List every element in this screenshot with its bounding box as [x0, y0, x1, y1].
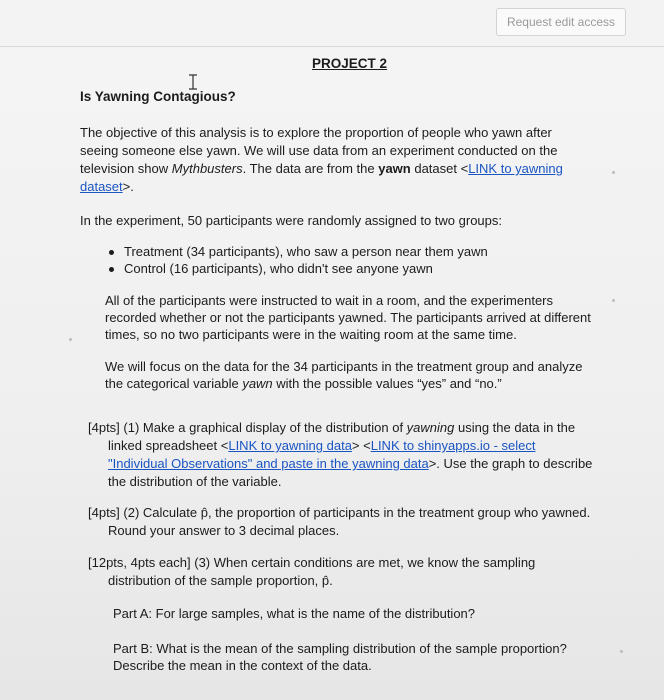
q1-text: [4pts] (1) Make a graphical display of the distribution of	[88, 420, 407, 435]
q1-text: > <	[351, 438, 371, 453]
focus-text: the categorical variable	[105, 376, 243, 391]
q1-text: linked spreadsheet <	[108, 438, 229, 453]
intro-line-3	[80, 160, 563, 177]
shinyapps-link[interactable]: LINK to shinyapps.io - select	[370, 438, 536, 453]
bullet-icon	[109, 267, 114, 272]
document-body[interactable]	[0, 47, 664, 700]
q3-line-1: [12pts, 4pts each] (3) When certain conditions are met, we know the sampling	[88, 555, 536, 570]
group-item-control: Control (16 participants), who didn't see anyone yawn	[124, 261, 433, 276]
focus-text: with the possible values “yes” and “no.”	[272, 376, 502, 391]
shinyapps-link-cont[interactable]: "Individual Observations" and paste in the yawning data	[108, 456, 429, 471]
intro-text: . The data are from the	[242, 161, 379, 176]
instructions-line-2: recorded whether or not the participants yawned. The participants arrived at different	[105, 310, 591, 325]
page-title: PROJECT 2	[312, 56, 388, 71]
q1-text: >. Use the graph to describe	[428, 456, 593, 471]
q3-line-2: distribution of the sample proportion, p̂.	[108, 573, 333, 588]
q2-line-2: Round your answer to 3 decimal places.	[108, 523, 340, 538]
q1-line-2	[108, 437, 535, 454]
part-a-question: Part A: For large samples, what is the name of the distribution?	[113, 606, 476, 621]
part-b-line-2: Describe the mean in the context of the data.	[113, 658, 372, 673]
q1-line-3	[108, 455, 592, 472]
instructions-line-1: All of the participants were instructed to wait in a room, and the experimenters	[105, 293, 553, 308]
group-item-treatment: Treatment (34 participants), who saw a person near them yawn	[124, 244, 488, 259]
q1-line-4: the distribution of the variable.	[108, 474, 282, 489]
intro-text: >.	[122, 179, 134, 194]
intro-line-2: seeing someone else yawn. We will use data from an experiment conducted on the	[80, 143, 558, 158]
top-toolbar	[0, 0, 664, 47]
variable-name: yawning	[406, 420, 455, 435]
document-heading: Is Yawning Contagious?	[80, 89, 236, 104]
q1-text: using the data in the	[454, 420, 576, 435]
yawning-dataset-link-cont[interactable]: dataset	[80, 179, 123, 194]
q1-line-1	[88, 419, 575, 436]
q2-line-1: [4pts] (2) Calculate p̂, the proportion of participants in the treatment group who yawned.	[88, 505, 591, 520]
margin-mark	[612, 171, 615, 174]
intro-line-1: The objective of this analysis is to explore the proportion of people who yawn after	[80, 125, 552, 140]
request-edit-access-button[interactable]: Request edit access	[496, 8, 626, 36]
margin-mark	[612, 299, 615, 302]
dataset-name: yawn	[378, 161, 411, 176]
experiment-text: In the experiment, 50 participants were randomly assigned to two groups:	[80, 213, 503, 228]
intro-text: television show	[80, 161, 172, 176]
focus-line-2	[105, 375, 502, 392]
margin-mark	[620, 650, 623, 653]
variable-name: yawn	[242, 376, 273, 391]
margin-mark	[69, 338, 72, 341]
intro-line-4	[80, 178, 134, 195]
show-name: Mythbusters	[171, 161, 243, 176]
yawning-dataset-link[interactable]: LINK to yawning	[468, 161, 563, 176]
focus-line-1: We will focus on the data for the 34 participants in the treatment group and analyze	[105, 359, 583, 374]
instructions-line-3: times, so no two participants were in the waiting room at the same time.	[105, 327, 517, 342]
bullet-icon	[109, 250, 114, 255]
intro-text: dataset <	[410, 161, 469, 176]
part-b-line-1: Part B: What is the mean of the sampling distribution of the sample proportion?	[113, 641, 567, 656]
yawning-data-link[interactable]: LINK to yawning data	[228, 438, 352, 453]
